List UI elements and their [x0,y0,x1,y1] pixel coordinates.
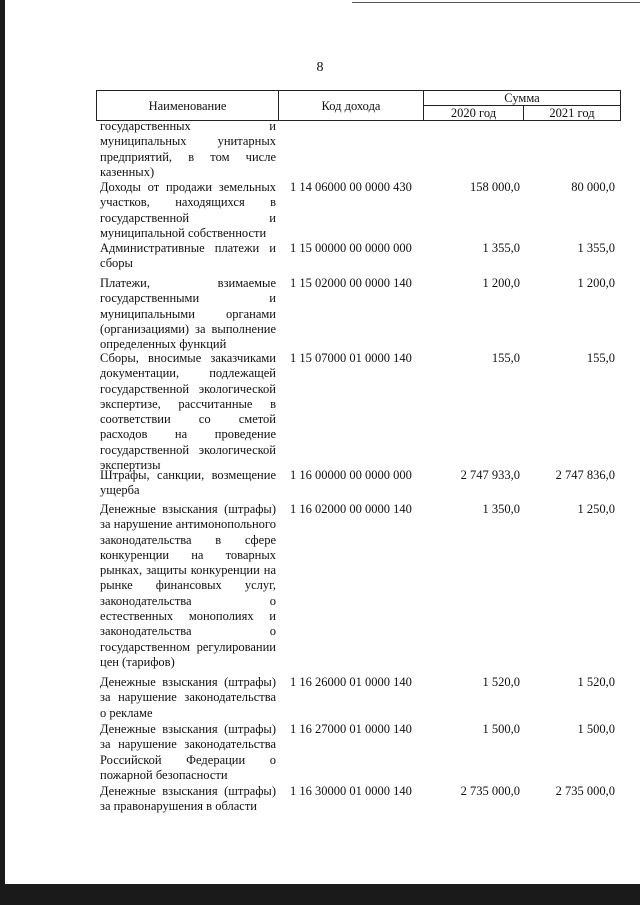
page-number: 8 [316,60,324,75]
row-name: Доходы от продажи земельных участков, находящихся в государственной и муниципальной собственности [100,180,276,240]
header-sum: Сумма [424,91,621,106]
row-value-2021: 80 000,0 [571,180,615,194]
header-year-2020: 2020 год [424,106,524,121]
row-value-2021: 1 355,0 [577,241,615,255]
table-header [96,90,621,121]
row-value-2021: 1 500,0 [577,722,615,736]
row-name: Денежные взыскания (штрафы) за нарушение законодательства о рекламе [100,675,276,720]
row-value-2020: 1 500,0 [482,722,520,736]
scan-top-edge [352,2,640,3]
row-code: 1 15 07000 01 0000 140 [290,351,412,365]
scan-left-border [0,0,5,905]
row-name: Денежные взыскания (штрафы) за нарушение законодательства Российской Федерации о пожарной безопасности [100,722,276,782]
row-value-2021: 1 200,0 [577,276,615,290]
row-value-2020: 158 000,0 [470,180,520,194]
row-value-2020: 1 520,0 [482,675,520,689]
row-value-2020: 1 355,0 [482,241,520,255]
row-name: Административные платежи и сборы [100,241,276,271]
row-value-2020: 2 735 000,0 [460,784,520,798]
row-code: 1 16 00000 00 0000 000 [290,468,412,482]
row-code: 1 14 06000 00 0000 430 [290,180,412,194]
row-name: Штрафы, санкции, возмещение ущерба [100,468,276,498]
header-year-2021: 2021 год [524,106,621,121]
row-value-2020: 2 747 933,0 [460,468,520,482]
row-value-2021: 1 250,0 [577,502,615,516]
row-code: 1 16 27000 01 0000 140 [290,722,412,736]
header-name: Наименование [97,91,279,121]
row-value-2020: 155,0 [491,351,520,365]
row-name: Денежные взыскания (штрафы) за правонарушения в области [100,784,276,814]
scan-bottom-border [0,884,640,905]
row-code: 1 16 26000 01 0000 140 [290,675,412,689]
row-name: Денежные взыскания (штрафы) за нарушение антимонопольного законодательства в сфере конкуренции на товарных рынках, защиты конкуренции на рынке финансовых услуг, законодательства о естественных монополиях и законодательства о государственном регулировании цен (тарифов) [100,502,276,669]
row-value-2020: 1 350,0 [482,502,520,516]
row-name: Платежи, взимаемые государственными и муниципальными органами (организациями) за выполнение определенных функций [100,276,276,352]
row-value-2021: 2 735 000,0 [555,784,615,798]
row-code: 1 15 02000 00 0000 140 [290,276,412,290]
row-value-2021: 2 747 836,0 [555,468,615,482]
header-code: Код дохода [279,91,424,121]
row-name: государственных и муниципальных унитарных предприятий, в том числе казенных) [100,119,276,179]
row-code: 1 15 00000 00 0000 000 [290,241,412,255]
row-code: 1 16 30000 01 0000 140 [290,784,412,798]
row-value-2021: 1 520,0 [577,675,615,689]
row-code: 1 16 02000 00 0000 140 [290,502,412,516]
row-value-2020: 1 200,0 [482,276,520,290]
row-value-2021: 155,0 [586,351,615,365]
row-name: Сборы, вносимые заказчиками документации, подлежащей государственной экологической экспертизе, рассчитанные в соответствии со сметой расходов на проведение государственной экологической экспертизы [100,351,276,473]
